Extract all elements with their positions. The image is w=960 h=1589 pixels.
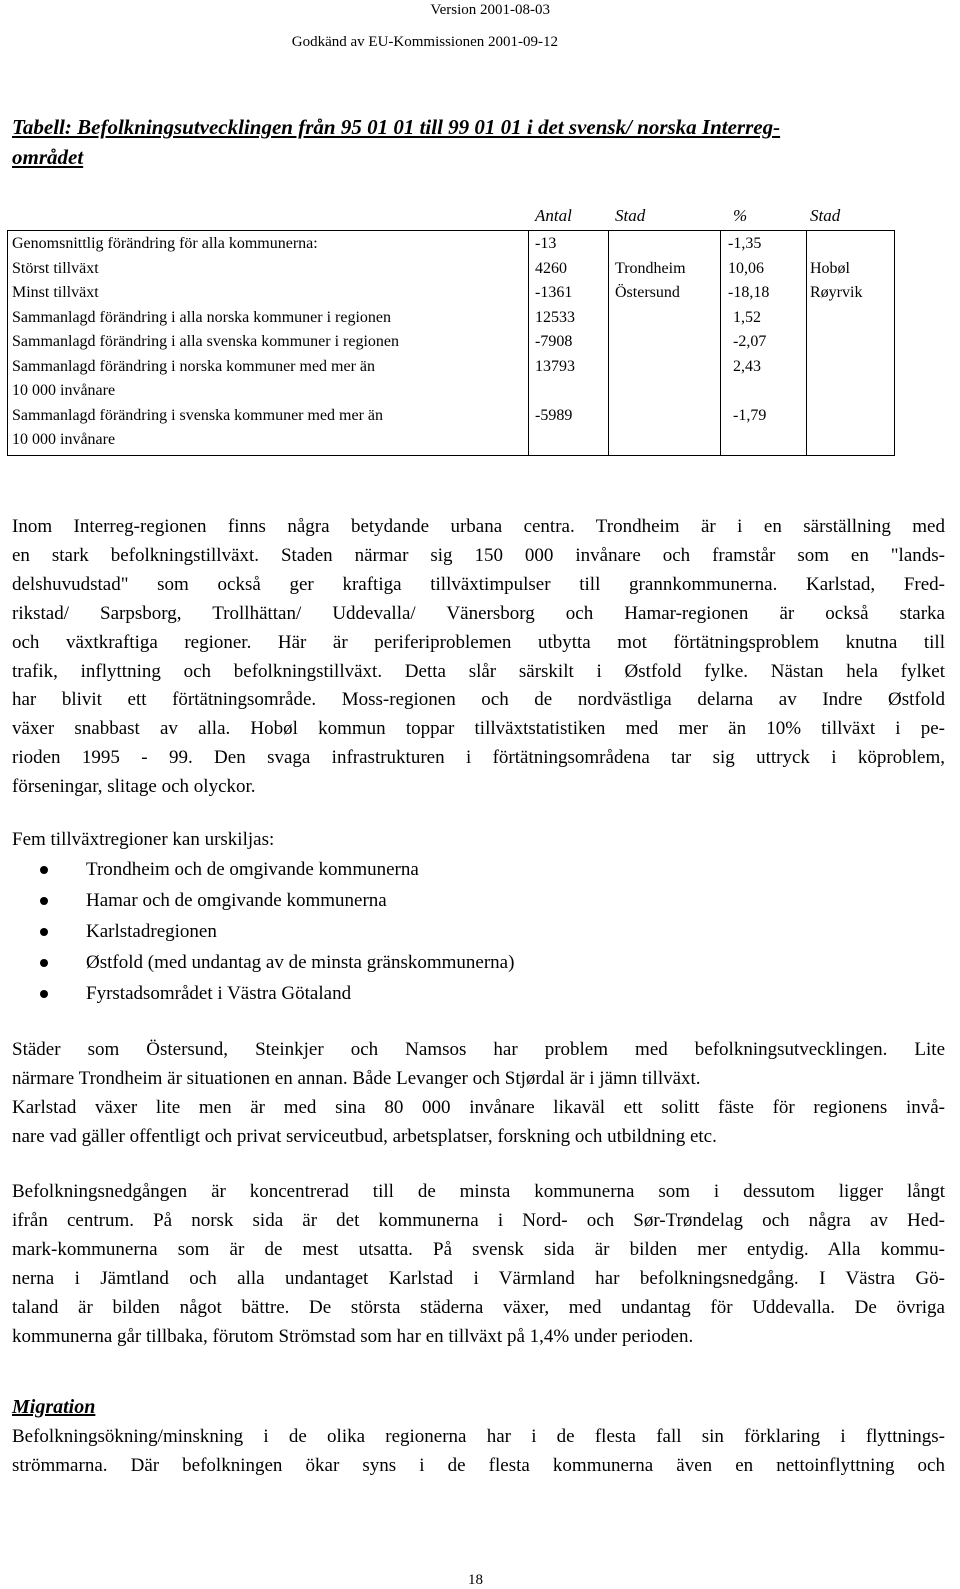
row-label-cont: 10 000 invånare — [12, 382, 116, 399]
text-line: kommunerna går tillbaka, förutom Strömstad som har en tillväxt på 1,4% under perioden. — [12, 1325, 694, 1347]
text-line: en stark befolkningstillväxt. Staden närmar sig 150 000 invånare och framstår som en "lands- — [12, 544, 945, 566]
text-line: trafik, inflyttning och befolkningstillväxt. Detta slår särskilt i Østfold fylke. Nästan hela fylket — [12, 660, 945, 682]
bullet-icon — [40, 897, 48, 905]
text-line: delshuvudstad" som också ger kraftiga tillväxtimpulser till grannkommunerna. Karlstad, Fred- — [12, 573, 945, 595]
list-item: Fyrstadsområdet i Västra Götaland — [40, 978, 514, 1009]
table-title-line1: Tabell: Befolkningsutvecklingen från 95 01 01 till 99 01 01 i det svensk/ norska Interreg- — [12, 115, 781, 139]
cell-antal: 12533 — [535, 308, 575, 326]
cell-percent: -18,18 — [728, 284, 770, 301]
paragraph-decline — [12, 1178, 945, 1351]
growth-regions-list — [40, 854, 514, 1009]
cell-percent: -1,79 — [733, 406, 767, 424]
page-number: 18 — [468, 1572, 483, 1588]
row-label: Minst tillväxt — [12, 284, 99, 301]
text-line: och växtkraftiga regioner. Här är periferiproblemen utbytta mot förtätningsproblem knutna till — [12, 631, 945, 653]
cell-percent: -1,35 — [728, 235, 762, 252]
cell-stad: Trondheim — [615, 259, 686, 277]
bullet-icon — [40, 866, 48, 874]
list-item: Trondheim och de omgivande kommunerna — [40, 854, 514, 885]
table-title-line2: området — [12, 145, 84, 169]
bullet-icon — [40, 959, 48, 967]
row-label: Sammanlagd förändring i norska kommuner med mer än — [12, 357, 376, 375]
population-table — [7, 203, 895, 456]
text-line: Städer som Östersund, Steinkjer och Namsos har problem med befolkningsutvecklingen. Lite — [12, 1039, 945, 1060]
cell-antal: 4260 — [535, 259, 567, 277]
header-stad-2: Stad — [810, 206, 841, 225]
text-line: växer snabbast av alla. Hobøl kommun toppar tillväxtstatistiken med mer än 10% tillväxt i pe- — [12, 718, 945, 740]
cell-percent: 1,52 — [733, 308, 761, 326]
table-border-left — [7, 230, 8, 456]
text-line: mark-kommunerna som är de mest utsatta. På svensk sida är bilden mer entydig. Alla kommu- — [12, 1238, 945, 1260]
paragraph-migration — [12, 1423, 945, 1481]
version-header: Version 2001-08-03 — [430, 2, 550, 18]
text-line: rioden 1995 - 99. Den svaga infrastrukturen i förtätningsområdena tar sig uttryck i köproblem, — [12, 747, 945, 769]
migration-heading: Migration — [12, 1396, 96, 1418]
approval-header: Godkänd av EU-Kommissionen 2001-09-12 — [291, 34, 558, 50]
header-antal: Antal — [535, 206, 572, 225]
bullet-icon — [40, 990, 48, 998]
cell-antal: -1361 — [535, 284, 573, 301]
cell-antal: 13793 — [535, 357, 575, 375]
text-line: har blivit ett förtätningsområde. Moss-regionen och de nordvästliga delarna av Indre Østfold — [12, 689, 945, 711]
table-border-top — [7, 230, 895, 231]
bullet-icon — [40, 928, 48, 936]
text-line: rikstad/ Sarpsborg, Trollhättan/ Uddevalla/ Vänersborg och Hamar-regionen är också starka — [12, 602, 945, 624]
text-line: nerna i Jämtland och alla undantaget Karlstad i Värmland har befolkningsnedgång. I Västra Gö- — [12, 1267, 945, 1289]
text-line: Befolkningsökning/minskning i de olika regionerna har i de flesta fall sin förklaring i flyttnings- — [12, 1426, 945, 1447]
cell-stad: Östersund — [615, 284, 680, 301]
cell-percent: 10,06 — [728, 259, 764, 277]
list-item: Hamar och de omgivande kommunerna — [40, 885, 514, 916]
row-label: Sammanlagd förändring i alla norska kommuner i regionen — [12, 308, 392, 326]
text-line: Fem tillväxtregioner kan urskiljas: — [12, 829, 275, 850]
row-label: Störst tillväxt — [12, 259, 99, 277]
text-line: nare vad gäller offentligt och privat serviceutbud, arbetsplatser, forskning och utbildning etc. — [12, 1125, 717, 1147]
cell-stad-2: Hobøl — [810, 259, 850, 277]
table-border-bottom — [7, 455, 895, 456]
cell-antal: -5989 — [535, 406, 573, 424]
text-line: Karlstad växer lite men är med sina 80 000 invånare likaväl ett solitt fäste för regionens invå- — [12, 1096, 945, 1118]
row-label: Genomsnittlig förändring för alla kommunerna: — [12, 235, 318, 252]
text-line: ifrån centrum. På norsk sida är det kommunerna i Nord- och Sør-Trøndelag och några av Hed- — [12, 1209, 945, 1231]
cell-antal: -13 — [535, 235, 557, 252]
text-line: förseningar, slitage och olyckor. — [12, 776, 256, 798]
text-line: taland är bilden något bättre. De största städerna växer, med undantag för Uddevalla. De övriga — [12, 1296, 945, 1318]
paragraph-urban-centers — [12, 513, 945, 802]
text-line: närmare Trondheim är situationen en annan. Både Levanger och Stjørdal är i jämn tillväxt. — [12, 1067, 701, 1089]
growth-regions-intro — [12, 826, 945, 855]
cell-percent: -2,07 — [733, 333, 767, 350]
row-label-cont: 10 000 invånare — [12, 431, 116, 448]
table-border-right — [894, 230, 895, 456]
table-divider — [806, 230, 807, 456]
cell-stad-2: Røyrvik — [810, 284, 863, 301]
row-label: Sammanlagd förändring i alla svenska kommuner i regionen — [12, 333, 400, 350]
cell-antal: -7908 — [535, 333, 573, 350]
header-stad: Stad — [615, 206, 646, 225]
table-divider — [720, 230, 721, 456]
row-label: Sammanlagd förändring i svenska kommuner med mer än — [12, 406, 384, 424]
text-line: Inom Interreg-regionen finns några betydande urbana centra. Trondheim är i en särställning med — [12, 516, 945, 537]
text-line: Befolkningsnedgången är koncentrerad till de minsta kommunerna som i dessutom ligger långt — [12, 1181, 945, 1202]
table-title — [12, 112, 947, 172]
list-item: Karlstadregionen — [40, 916, 514, 947]
table-divider — [528, 230, 529, 456]
paragraph-cities — [12, 1036, 945, 1152]
cell-percent: 2,43 — [733, 357, 761, 375]
text-line: strömmarna. Där befolkningen ökar syns i de flesta kommunerna även en nettoinflyttning och — [12, 1454, 945, 1476]
header-percent: % — [733, 206, 748, 225]
table-divider — [608, 230, 609, 456]
list-item: Østfold (med undantag av de minsta gränskommunerna) — [40, 947, 514, 978]
